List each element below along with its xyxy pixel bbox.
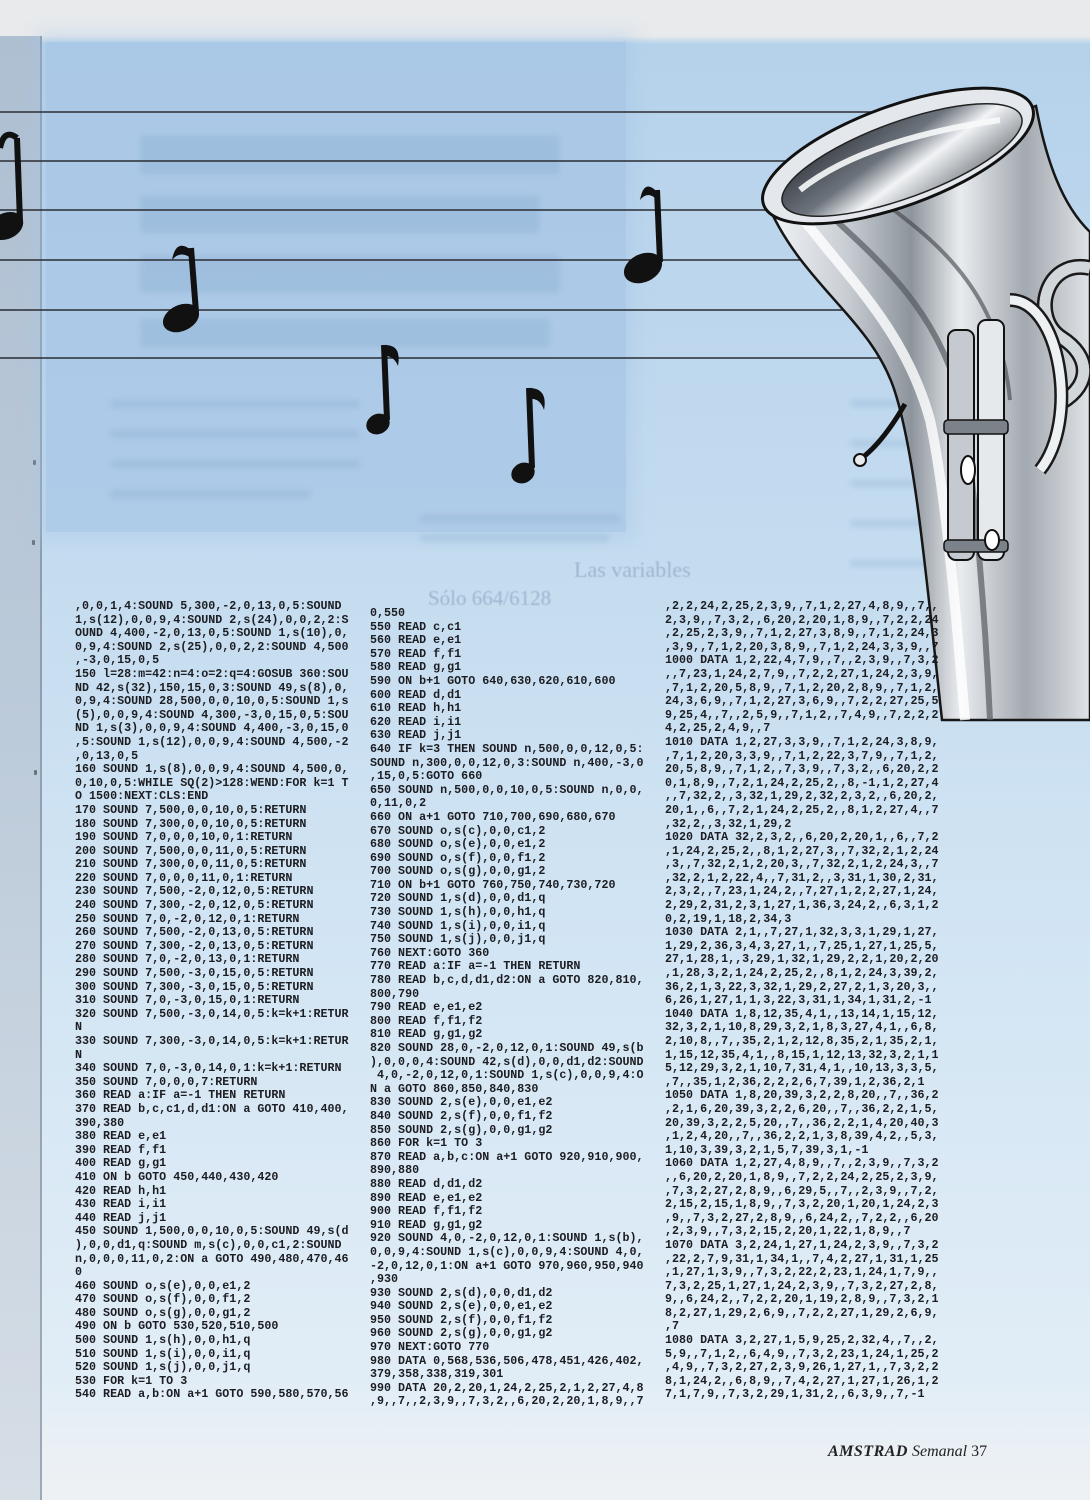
code-line: 9,25,4,,7,,2,5,9,,7,1,2,,7,4,9,,7,2,2,2 — [665, 707, 939, 722]
eighth-note-icon — [0, 135, 28, 246]
code-line: 350 SOUND 7,0,0,0,7:RETURN — [75, 1074, 258, 1089]
code-line: 1080 DATA 3,2,27,1,5,9,25,2,32,4,,7,,2, — [665, 1333, 939, 1348]
code-line: ,5:SOUND 1,s(12),0,0,9,4:SOUND 4,500,-2 — [75, 734, 349, 749]
ghost-subheading: Las variables — [574, 557, 691, 582]
code-line: 430 READ i,i1 — [75, 1197, 167, 1212]
eighth-note-icon — [619, 187, 667, 290]
code-line: ,2,2,24,2,25,2,3,9,,7,1,2,27,4,8,9,,7,, — [665, 599, 939, 613]
code-line: 740 SOUND 1,s(i),0,0,i1,q — [370, 918, 546, 933]
code-line: 390,380 — [75, 1115, 125, 1130]
code-line: 580 READ g,g1 — [370, 660, 462, 675]
code-line: 590 ON b+1 GOTO 640,630,620,610,600 — [370, 673, 616, 688]
code-line: 800,790 — [370, 986, 420, 1001]
code-line: 230 SOUND 7,500,-2,0,12,0,5:RETURN — [75, 884, 314, 899]
code-line: 1050 DATA 1,8,20,39,3,2,2,8,20,,7,,36,2 — [665, 1088, 939, 1103]
code-line: 7,1,7,9,,7,3,2,29,1,31,2,,6,3,9,,7,-1 — [665, 1387, 925, 1402]
code-line: ,1,28,3,2,1,24,2,25,2,,8,1,2,24,3,39,2, — [665, 966, 939, 981]
code-line: 440 READ j,j1 — [75, 1210, 167, 1225]
code-line: 480 SOUND o,s(g),0,0,g1,2 — [75, 1305, 251, 1320]
code-line: 0,550 — [370, 606, 406, 620]
code-line: ,930 — [370, 1272, 399, 1287]
code-line: 2,10,8,,7,,35,2,1,2,12,8,35,2,1,35,2,1, — [665, 1034, 939, 1048]
code-line: 270 SOUND 7,300,-2,0,13,0,5:RETURN — [75, 938, 314, 953]
code-line: ,3,,7,32,2,1,2,20,3,,7,32,2,1,2,24,3,,7 — [665, 857, 939, 872]
code-line: 9,,6,24,2,,7,2,2,20,1,19,2,8,9,,7,3,2,1 — [665, 1292, 939, 1307]
ghost-version-note: Sólo 664/6128 — [428, 586, 552, 610]
code-line: 170 SOUND 7,500,0,0,10,0,5:RETURN — [75, 802, 307, 817]
code-line: ,,7,32,2,,3,32,1,29,2,32,2,3,2,,6,20,2, — [665, 789, 939, 804]
code-line: ,2,25,2,3,9,,7,1,2,27,3,8,9,,7,1,2,24,3 — [665, 626, 939, 641]
code-line: 240 SOUND 7,300,-2,0,12,0,5:RETURN — [75, 898, 314, 913]
code-line: 1,29,2,36,3,4,3,27,1,,7,25,1,27,1,25,5, — [665, 938, 939, 953]
code-column-3 — [665, 600, 949, 1402]
code-line: 830 SOUND 2,s(e),0,0,e1,e2 — [370, 1095, 553, 1110]
code-line: 780 READ b,c,d,d1,d2:ON a GOTO 820,810, — [370, 973, 644, 988]
code-line: 510 SOUND 1,s(i),0,0,i1,q — [75, 1346, 251, 1361]
code-line: 0,11,0,2 — [370, 796, 427, 811]
code-line: ,9,,7,,2,3,9,,7,3,2,,6,20,2,20,1,8,9,,7 — [370, 1394, 644, 1409]
code-line: 560 READ e,e1 — [370, 633, 462, 648]
code-line: 810 READ g,g1,g2 — [370, 1027, 483, 1042]
code-line: ,,6,20,2,20,1,8,9,,7,2,2,24,2,25,2,3,9, — [665, 1169, 939, 1184]
code-line: 680 SOUND o,s(e),0,0,e1,2 — [370, 837, 546, 852]
code-line: 900 READ f,f1,f2 — [370, 1204, 483, 1219]
code-line: 32,3,2,1,10,8,29,3,2,1,8,3,27,4,1,,6,8, — [665, 1020, 939, 1035]
code-line: 960 SOUND 2,s(g),0,0,g1,g2 — [370, 1326, 553, 1341]
code-line: 5,9,,7,1,2,,6,4,9,,7,3,2,23,1,24,1,25,2 — [665, 1346, 939, 1361]
code-line: 360 READ a:IF a=-1 THEN RETURN — [75, 1088, 286, 1103]
code-line: ,15,0,5:GOTO 660 — [370, 769, 483, 784]
code-line: 280 SOUND 7,0,-2,0,13,0,1:RETURN — [75, 952, 300, 967]
code-line: 890,880 — [370, 1163, 420, 1178]
code-line: 820 SOUND 28,0,-2,0,12,0,1:SOUND 49,s(b — [370, 1041, 644, 1055]
code-line: 550 READ c,c1 — [370, 619, 462, 634]
code-line: 380 READ e,e1 — [75, 1129, 167, 1144]
code-line: 150 l=28:m=42:n=4:o=2:q=4:GOSUB 360:SOU — [75, 666, 349, 681]
code-column-1 — [75, 600, 359, 1402]
code-line: ,32,2,1,2,22,4,,7,31,2,,3,31,1,30,2,31, — [665, 870, 939, 885]
code-line: 0,9,4:SOUND 2,s(25),0,0,2,2:SOUND 4,500 — [75, 639, 349, 654]
code-line: 2,3,2,,7,23,1,24,2,,7,27,1,2,2,27,1,24, — [665, 884, 939, 899]
code-line: ,7,1,2,20,5,8,9,,7,1,2,20,2,8,9,,7,1,2, — [665, 680, 939, 695]
code-line: ,32,2,,3,32,1,29,2 — [665, 816, 792, 831]
code-line: 2,15,2,15,1,8,9,,7,3,2,20,1,20,1,24,2,3 — [665, 1197, 939, 1212]
code-line: ,2,3,9,,7,3,2,15,2,20,1,22,1,8,9,,7 — [665, 1224, 911, 1239]
code-line: n,0,0,0,11,0,2:ON a GOTO 490,480,470,46 — [75, 1251, 349, 1266]
code-line: ,4,9,,7,3,2,27,2,3,9,26,1,27,1,,7,3,2,2 — [665, 1360, 939, 1375]
magazine-name: AMSTRAD — [828, 1443, 908, 1460]
code-line: 1030 DATA 2,1,,7,27,1,32,3,3,1,29,1,27, — [665, 925, 939, 940]
code-line: 890 READ e,e1,e2 — [370, 1190, 483, 1205]
code-line: 640 IF k=3 THEN SOUND n,500,0,0,12,0,5: — [370, 741, 644, 756]
code-line: ND 1,s(3),0,0,9,4:SOUND 4,400,-3,0,15,0 — [75, 721, 349, 736]
code-line: 720 SOUND 1,s(d),0,0,d1,q — [370, 891, 546, 906]
code-line: 220 SOUND 7,0,0,0,11,0,1:RETURN — [75, 870, 293, 885]
code-line: 260 SOUND 7,500,-2,0,13,0,5:RETURN — [75, 925, 314, 940]
code-line: (5),0,0,9,4:SOUND 4,300,-3,0,15,0,5:SOU — [75, 707, 349, 722]
code-line: 160 SOUND 1,s(8),0,0,9,4:SOUND 4,500,0, — [75, 762, 349, 777]
code-line: 180 SOUND 7,300,0,0,10,0,5:RETURN — [75, 816, 307, 831]
code-line: N — [75, 1047, 83, 1062]
code-line: 1000 DATA 1,2,22,4,7,9,,7,,2,3,9,,7,3,2 — [665, 653, 939, 668]
code-line: 650 SOUND n,500,0,0,10,0,5:SOUND n,0,0, — [370, 782, 644, 797]
code-line: ,2,1,6,20,39,3,2,2,6,20,,7,,36,2,2,1,5, — [665, 1101, 939, 1116]
code-line: 0,10,0,5:WHILE SQ(2)>128:WEND:FOR k=1 T — [75, 775, 349, 790]
code-line: 630 READ j,j1 — [370, 728, 462, 743]
code-line: 0,0,9,4:SOUND 1,s(c),0,0,9,4:SOUND 4,0, — [370, 1244, 644, 1259]
code-line: ,7,,35,1,2,36,2,2,2,6,7,39,1,2,36,2,1 — [665, 1074, 925, 1089]
code-line: 620 READ i,i1 — [370, 714, 462, 729]
code-line: 2,3,9,,7,3,2,,6,20,2,20,1,8,9,,7,2,2,24 — [665, 612, 939, 627]
code-column-2 — [370, 607, 654, 1409]
code-line: 970 NEXT:GOTO 770 — [370, 1340, 490, 1355]
code-line: OUND 4,400,-2,0,13,0,5:SOUND 1,s(10),0, — [75, 626, 349, 641]
code-line: 760 NEXT:GOTO 360 — [370, 945, 490, 960]
code-line: 610 READ h,h1 — [370, 701, 462, 716]
code-line: ,0,13,0,5 — [75, 748, 139, 763]
code-line: 880 READ d,d1,d2 — [370, 1176, 483, 1191]
code-line: ),0,0,d1,q:SOUND m,s(c),0,0,c1,2:SOUND — [75, 1237, 342, 1252]
code-line: ,22,2,7,9,31,1,34,1,,7,4,2,27,1,31,1,25 — [665, 1251, 939, 1266]
code-line: 340 SOUND 7,0,-3,0,14,0,1:k=k+1:RETURN — [75, 1061, 342, 1076]
code-line: 410 ON b GOTO 450,440,430,420 — [75, 1169, 279, 1184]
code-line: N — [75, 1020, 83, 1035]
code-line: 1,10,3,39,3,2,1,5,7,39,3,1,-1 — [665, 1142, 869, 1157]
code-line: 310 SOUND 7,0,-3,0,15,0,1:RETURN — [75, 993, 300, 1008]
code-line: 210 SOUND 7,300,0,0,11,0,5:RETURN — [75, 857, 307, 872]
code-line: 1040 DATA 1,8,12,35,4,1,,13,14,1,15,12, — [665, 1006, 939, 1021]
code-line: 250 SOUND 7,0,-2,0,12,0,1:RETURN — [75, 911, 300, 926]
code-line: 370 READ b,c,c1,d,d1:ON a GOTO 410,400, — [75, 1101, 349, 1116]
eighth-note-icon — [508, 388, 545, 487]
code-line: 0,9,4:SOUND 28,500,0,0,10,0,5:SOUND 1,s — [75, 694, 349, 709]
code-line: 750 SOUND 1,s(j),0,0,j1,q — [370, 932, 546, 947]
code-line: 470 SOUND o,s(f),0,0,f1,2 — [75, 1292, 251, 1307]
code-line: ,1,24,2,25,2,,8,1,2,27,3,,7,32,2,1,2,24 — [665, 843, 939, 858]
code-line: ,0,0,1,4:SOUND 5,300,-2,0,13,0,5:SOUND — [75, 599, 342, 613]
code-line: 1060 DATA 1,2,27,4,8,9,,7,,2,3,9,,7,3,2 — [665, 1156, 939, 1171]
code-line: 290 SOUND 7,500,-3,0,15,0,5:RETURN — [75, 966, 314, 981]
code-line: 190 SOUND 7,0,0,0,10,0,1:RETURN — [75, 830, 293, 845]
code-line: 450 SOUND 1,500,0,0,10,0,5:SOUND 49,s(d — [75, 1224, 349, 1239]
code-line: N a GOTO 860,850,840,830 — [370, 1081, 539, 1096]
code-line: 770 READ a:IF a=-1 THEN RETURN — [370, 959, 581, 974]
code-line: ND 42,s(32),150,15,0,3:SOUND 49,s(8),0, — [75, 680, 349, 695]
code-line: 4,2,25,2,4,9,,7 — [665, 721, 771, 736]
code-line: 500 SOUND 1,s(h),0,0,h1,q — [75, 1333, 251, 1348]
code-line: 20,39,3,2,2,5,20,,7,,36,2,2,1,4,20,40,3 — [665, 1115, 939, 1130]
magazine-edition: Semanal — [911, 1443, 968, 1460]
page-number: 37 — [971, 1443, 988, 1460]
code-line: ,7,1,2,20,3,3,9,,7,1,2,22,3,7,9,,7,1,2, — [665, 748, 939, 763]
code-line: 930 SOUND 2,s(d),0,0,d1,d2 — [370, 1285, 553, 1300]
code-line: ,,7,23,1,24,2,7,9,,7,2,2,27,1,24,2,3,9, — [665, 666, 939, 681]
code-line: 790 READ e,e1,e2 — [370, 1000, 483, 1015]
code-line: 870 READ a,b,c:ON a+1 GOTO 920,910,900, — [370, 1149, 644, 1164]
code-line: 20,1,,6,,7,2,1,24,2,25,2,,8,1,2,27,4,,7 — [665, 802, 939, 817]
code-line: 980 DATA 0,568,536,506,478,451,426,402, — [370, 1353, 644, 1368]
code-line: -2,0,12,0,1:ON a+1 GOTO 970,960,950,940 — [370, 1258, 644, 1273]
code-line: 540 READ a,b:ON a+1 GOTO 590,580,570,56 — [75, 1387, 349, 1402]
code-line: 379,358,338,319,301 — [370, 1367, 504, 1382]
tuba-water-key — [854, 454, 866, 466]
code-line: 490 ON b GOTO 530,520,510,500 — [75, 1319, 279, 1334]
code-line: 1070 DATA 3,2,24,1,27,1,24,2,3,9,,7,3,2 — [665, 1237, 939, 1252]
code-line: ),0,0,0,4:SOUND 42,s(d),0,0,d1,d2:SOUND — [370, 1054, 644, 1069]
code-line: 570 READ f,f1 — [370, 646, 462, 661]
code-line: O 1500:NEXT:CLS:END — [75, 789, 209, 804]
code-line: 1020 DATA 32,2,3,2,,6,20,2,20,1,,6,,7,2 — [665, 830, 939, 845]
code-line: 330 SOUND 7,300,-3,0,14,0,5:k=k+1:RETUR — [75, 1034, 349, 1048]
code-line: 2,29,2,31,2,3,1,27,1,36,3,24,2,,6,3,1,2 — [665, 898, 939, 913]
code-line: ,7 — [665, 1319, 680, 1334]
code-line: SOUND n,300,0,0,12,0,3:SOUND n,400,-3,0 — [370, 755, 644, 770]
code-line: 0 — [75, 1265, 83, 1280]
code-line: 530 FOR k=1 TO 3 — [75, 1373, 188, 1388]
code-line: ,3,9,,7,1,2,20,3,8,9,,7,1,2,24,3,3,9,,7 — [665, 639, 939, 654]
code-line: 690 SOUND o,s(f),0,0,f1,2 — [370, 850, 546, 865]
code-line: 660 ON a+1 GOTO 710,700,690,680,670 — [370, 809, 616, 824]
code-line: 910 READ g,g1,g2 — [370, 1217, 483, 1232]
page-footer — [828, 1443, 987, 1461]
code-line: 460 SOUND o,s(e),0,0,e1,2 — [75, 1278, 251, 1293]
code-line: 0,1,8,9,,7,2,1,24,2,25,2,,8,-1,1,2,27,4 — [665, 775, 939, 790]
code-line: 730 SOUND 1,s(h),0,0,h1,q — [370, 905, 546, 920]
code-line: 7,3,2,25,1,27,1,24,2,3,9,,7,3,2,27,2,8, — [665, 1278, 939, 1293]
code-line: 420 READ h,h1 — [75, 1183, 167, 1198]
code-line: ,1,27,1,3,9,,7,3,2,22,2,23,1,24,1,7,9,, — [665, 1265, 939, 1280]
code-line: 20,5,8,9,,7,1,2,,7,3,9,,7,3,2,,6,20,2,2 — [665, 762, 939, 777]
code-line: 4,0,-2,0,12,0,1:SOUND 1,s(c),0,0,9,4:O — [370, 1068, 644, 1083]
code-line: 1,15,12,35,4,1,,8,15,1,12,13,32,3,2,1,1 — [665, 1047, 939, 1062]
code-line: 8,1,24,2,,6,8,9,,7,4,2,27,1,27,1,26,1,2 — [665, 1373, 939, 1388]
code-line: 990 DATA 20,2,20,1,24,2,25,2,1,2,27,4,8 — [370, 1380, 644, 1395]
code-line: 700 SOUND o,s(g),0,0,g1,2 — [370, 864, 546, 879]
eighth-note-icon — [363, 345, 399, 438]
code-line: 5,12,29,3,2,1,10,7,31,4,1,,10,13,3,3,5, — [665, 1061, 939, 1076]
code-line: 520 SOUND 1,s(j),0,0,j1,q — [75, 1360, 251, 1375]
code-line: 670 SOUND o,s(c),0,0,c1,2 — [370, 823, 546, 838]
code-line: 390 READ f,f1 — [75, 1142, 167, 1157]
code-line: 300 SOUND 7,300,-3,0,15,0,5:RETURN — [75, 979, 314, 994]
code-line: 800 READ f,f1,f2 — [370, 1013, 483, 1028]
code-line: 27,1,28,1,,3,29,1,32,1,29,2,2,1,20,2,20 — [665, 952, 939, 967]
code-line: 840 SOUND 2,s(f),0,0,f1,f2 — [370, 1108, 553, 1123]
code-line: 940 SOUND 2,s(e),0,0,e1,e2 — [370, 1299, 553, 1314]
code-line: 920 SOUND 4,0,-2,0,12,0,1:SOUND 1,s(b), — [370, 1231, 644, 1246]
code-line: 1010 DATA 1,2,27,3,3,9,,7,1,2,24,3,8,9, — [665, 734, 939, 749]
code-line: 320 SOUND 7,500,-3,0,14,0,5:k=k+1:RETUR — [75, 1006, 349, 1021]
code-line: 950 SOUND 2,s(f),0,0,f1,f2 — [370, 1312, 553, 1327]
code-line: ,-3,0,15,0,5 — [75, 653, 160, 668]
code-line: 1,s(12),0,0,9,4:SOUND 2,s(24),0,0,2,2:S — [75, 612, 349, 627]
code-line: 400 READ g,g1 — [75, 1156, 167, 1171]
code-line: 0,2,19,1,18,2,34,3 — [665, 911, 792, 926]
code-line: ,9,,7,3,2,27,2,8,9,,6,24,2,,7,2,2,,6,20 — [665, 1210, 939, 1225]
code-line: 8,2,27,1,29,2,6,9,,7,2,2,27,1,29,2,6,9, — [665, 1305, 939, 1320]
code-line: 24,3,6,9,,7,1,2,27,3,6,9,,7,2,2,27,25,5 — [665, 694, 939, 709]
code-line: 200 SOUND 7,500,0,0,11,0,5:RETURN — [75, 843, 307, 858]
code-line: ,1,2,4,20,,7,,36,2,2,1,3,8,39,4,2,,5,3, — [665, 1129, 939, 1144]
code-line: 6,26,1,27,1,1,3,22,3,31,1,34,1,31,2,-1 — [665, 993, 932, 1008]
code-line: ,7,3,2,27,2,8,9,,6,29,5,,7,,2,3,9,,7,2, — [665, 1183, 939, 1198]
code-line: 600 READ d,d1 — [370, 687, 462, 702]
code-line: 860 FOR k=1 TO 3 — [370, 1136, 483, 1151]
code-line: 36,2,1,3,22,3,32,1,29,2,27,2,1,3,20,3,, — [665, 979, 939, 994]
code-line: 850 SOUND 2,s(g),0,0,g1,g2 — [370, 1122, 553, 1137]
code-line: 710 ON b+1 GOTO 760,750,740,730,720 — [370, 877, 616, 892]
